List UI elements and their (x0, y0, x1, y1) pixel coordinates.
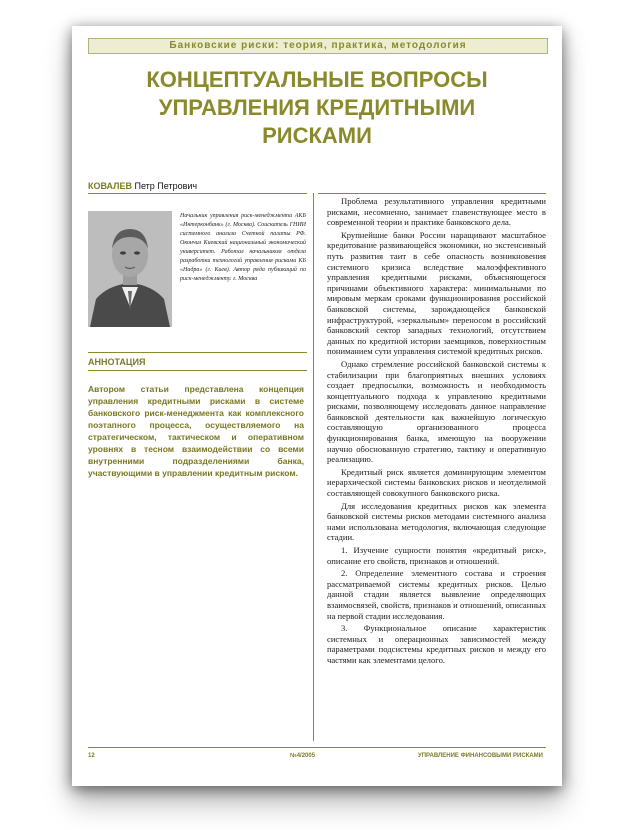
annotation-bottom-rule (88, 370, 307, 371)
author-name (88, 181, 308, 191)
body-paragraph: 2. Определение элементного состава и строения рассматриваемой системы кредитных рисков. Целью данной стадии является выявление определяющих взаимосвязей, свойств, признаков и отношений, описанных на первой стадии исследования. (327, 568, 546, 621)
section-header: Банковские риски: теория, практика, методология (88, 38, 548, 54)
author-photo (88, 211, 172, 327)
body-paragraph: Проблема результативного управления кредитными рисками, несомненно, занимает главенствующее место в современной теории и практике банковского дела. (327, 196, 546, 228)
issue-number: №4/2005 (290, 753, 316, 759)
article-title (88, 66, 546, 150)
body-paragraph: Для исследования кредитных рисков как элемента банковской системы рисков методами системного анализа нами использована методология, включающая следующие стадии. (327, 500, 546, 543)
title-line-2: УПРАВЛЕНИЯ КРЕДИТНЫМИ (158, 95, 476, 120)
footer-rule (88, 747, 546, 748)
annotation-heading: АННОТАЦИЯ (88, 357, 146, 367)
author-given-names: Петр Петрович (134, 181, 198, 191)
body-paragraph: Кредитный риск является доминирующим элементом иерархической системы банковских рисков и неотделимой составляющей совокупного банковского риска. (327, 466, 546, 499)
author-surname: КОВАЛЕВ (88, 181, 132, 191)
body-paragraph: Крупнейшие банки России наращивают масштабное кредитование развивающейся экономики, но экстенсивный путь развития таит в себе опасность возникновения системного кризиса вследствие малоэффективного управления кредитными рисками, объясняющегося причинами объективного характера: минимальными по мировым меркам сроками функционирования российской банковской системы, зарождающейся банковской инфраструктурой, «зеркальным» переносом в российский банковский сектор западных технологий, отсутствием данных по кредитной истории заемщиков, поверхностным пониманием сути управления системой кредитных рисков. (327, 229, 546, 357)
body-paragraph: 1. Изучение сущности понятия «кредитный риск», описание его свойств, признаков и отношений. (327, 545, 546, 566)
page-number: 12 (88, 753, 95, 759)
column-top-rule (318, 193, 546, 194)
title-line-3: РИСКАМИ (262, 123, 372, 148)
author-portrait-image (88, 211, 172, 327)
author-rule (88, 193, 307, 194)
body-paragraph: Однако стремление российской банковской системы к стабилизации при благоприятных внешних условиях создает предпосылки, возможность и необходимость концептуального подхода к управлению кредитными рисками, позволяющему исследовать данное направление банковской деятельности как важнейшую логическую составляющую организованного процесса функционирования банка, имеющую на вооружении научно обоснованную стратегию, тактику и оперативную реализацию. (327, 358, 546, 465)
journal-name: УПРАВЛЕНИЕ ФИНАНСОВЫМИ РИСКАМИ (418, 753, 543, 759)
annotation-text: Автором статьи представлена концепция управления кредитными рисками в системе банковского риск-менеджмента как комплексного поэтапного процесса, осуществляемого на стратегическом, тактическом и оперативном уровнях в тесном взаимодействии со всеми внутренними подразделениями банка, участвующими в управлении кредитным риском. (88, 384, 304, 478)
annotation-top-rule (88, 352, 307, 353)
author-bio: Начальник управления риск-менеджмента АКБ «Интерконбанк» (г. Москва). Соискатель ГНИИ системного анализа Счетной палаты РФ. Окончил Киевский национальный экономический университет. Работал начальником отдела разработки технологий управления рисками КБ «Надра» (г. Киев). Автор ряда публикаций по риск-менеджменту. г. Москва (180, 213, 306, 282)
title-line-1: КОНЦЕПТУАЛЬНЫЕ ВОПРОСЫ (146, 67, 488, 92)
column-divider (313, 193, 314, 741)
body-column (327, 196, 546, 668)
body-paragraph: 3. Функциональное описание характеристик системных и операционных зависимостей между параметрами подсистемы кредитных рисков и между его частями как элементами целого. (327, 623, 546, 665)
